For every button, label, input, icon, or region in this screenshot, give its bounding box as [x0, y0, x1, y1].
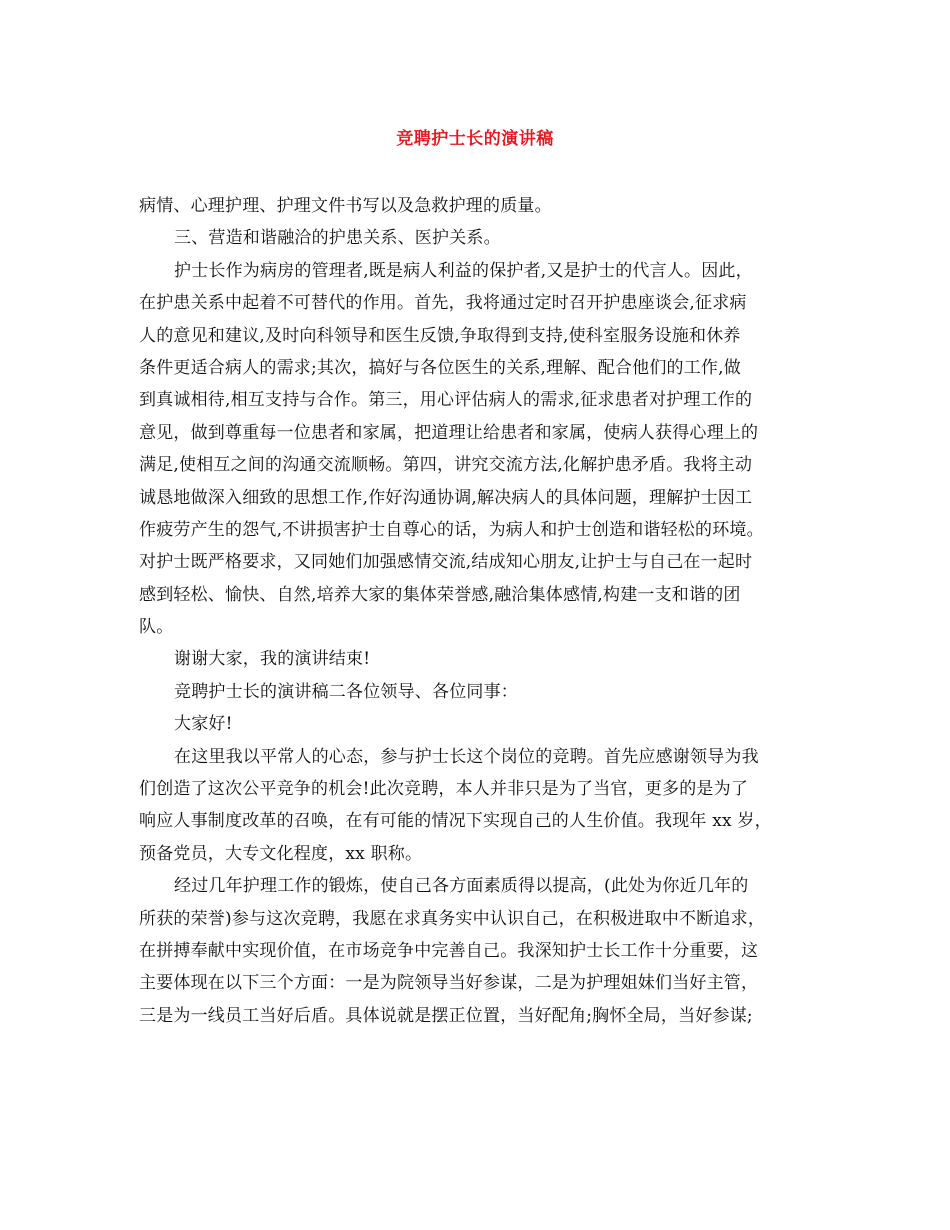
text-line: 响应人事制度改革的召唤，在有可能的情况下实现自己的人生价值。我现年 xx 岁，	[139, 811, 772, 832]
text-line: 三、营造和谐融洽的护患关系、医护关系。	[174, 228, 501, 249]
text-line: 作疲劳产生的怨气,不讲损害护士自尊心的话，为病人和护士创造和谐轻松的环境。	[139, 519, 764, 540]
text-line: 主要体现在以下三个方面：一是为院领导当好参谋，二是为护理姐妹们当好主管，	[139, 973, 759, 994]
text-line: 护士长作为病房的管理者,既是病人利益的保护者,又是护士的代言人。因此，	[174, 260, 753, 281]
text-line: 谢谢大家，我的演讲结束!	[174, 649, 371, 670]
text-line: 经过几年护理工作的锻炼，使自己各方面素质得以提高，(此处为你近几年的	[174, 876, 749, 897]
text-line: 在护患关系中起着不可替代的作用。首先，我将通过定时召开护患座谈会,征求病	[139, 293, 747, 314]
text-line: 三是为一线员工当好后盾。具体说就是摆正位置，当好配角;胸怀全局，当好参谋;	[139, 1005, 753, 1026]
text-line: 人的意见和建议,及时向科领导和医生反馈,争取得到支持,使科室服务设施和休养	[139, 325, 741, 346]
text-line: 预备党员，大专文化程度，xx 职称。	[139, 843, 423, 864]
text-line: 诚恳地做深入细致的思想工作,作好沟通协调,解决病人的具体问题，理解护士因工	[139, 487, 753, 508]
text-line: 在这里我以平常人的心态，参与护士长这个岗位的竞聘。首先应感谢领导为我	[174, 746, 759, 767]
text-line: 对护士既严格要求，又同她们加强感情交流,结成知心朋友,让护士与自己在一起时	[139, 552, 753, 573]
text-line: 队。	[139, 617, 174, 638]
document-body	[139, 190, 809, 1032]
text-line: 到真诚相待,相互支持与合作。第三，用心评估病人的需求,征求患者对护理工作的	[139, 390, 753, 411]
text-line: 满足,使相互之间的沟通交流顺畅。第四，讲究交流方法,化解护患矛盾。我将主动	[139, 455, 753, 476]
text-line: 意见，做到尊重每一位患者和家属，把道理让给患者和家属，使病人获得心理上的	[139, 422, 759, 443]
text-line: 大家好!	[174, 714, 233, 735]
text-line: 在拼搏奉献中实现价值，在市场竞争中完善自己。我深知护士长工作十分重要，这	[139, 940, 759, 961]
text-line: 感到轻松、愉快、自然,培养大家的集体荣誉感,融洽集体感情,构建一支和谐的团	[139, 584, 741, 605]
text-line: 们创造了这次公平竞争的机会!此次竞聘，本人并非只是为了当官，更多的是为了	[139, 779, 749, 800]
text-line: 所获的荣誉)参与这次竞聘，我愿在求真务实中认识自己，在积极进取中不断追求，	[139, 908, 766, 929]
document-title: 竞聘护士长的演讲稿	[396, 129, 554, 149]
text-line: 病情、心理护理、护理文件书写以及急救护理的质量。	[139, 196, 552, 216]
text-line: 条件更适合病人的需求;其次，搞好与各位医生的关系,理解、配合他们的工作,做	[139, 357, 741, 378]
text-line: 竞聘护士长的演讲稿二各位领导、各位同事：	[174, 681, 518, 702]
